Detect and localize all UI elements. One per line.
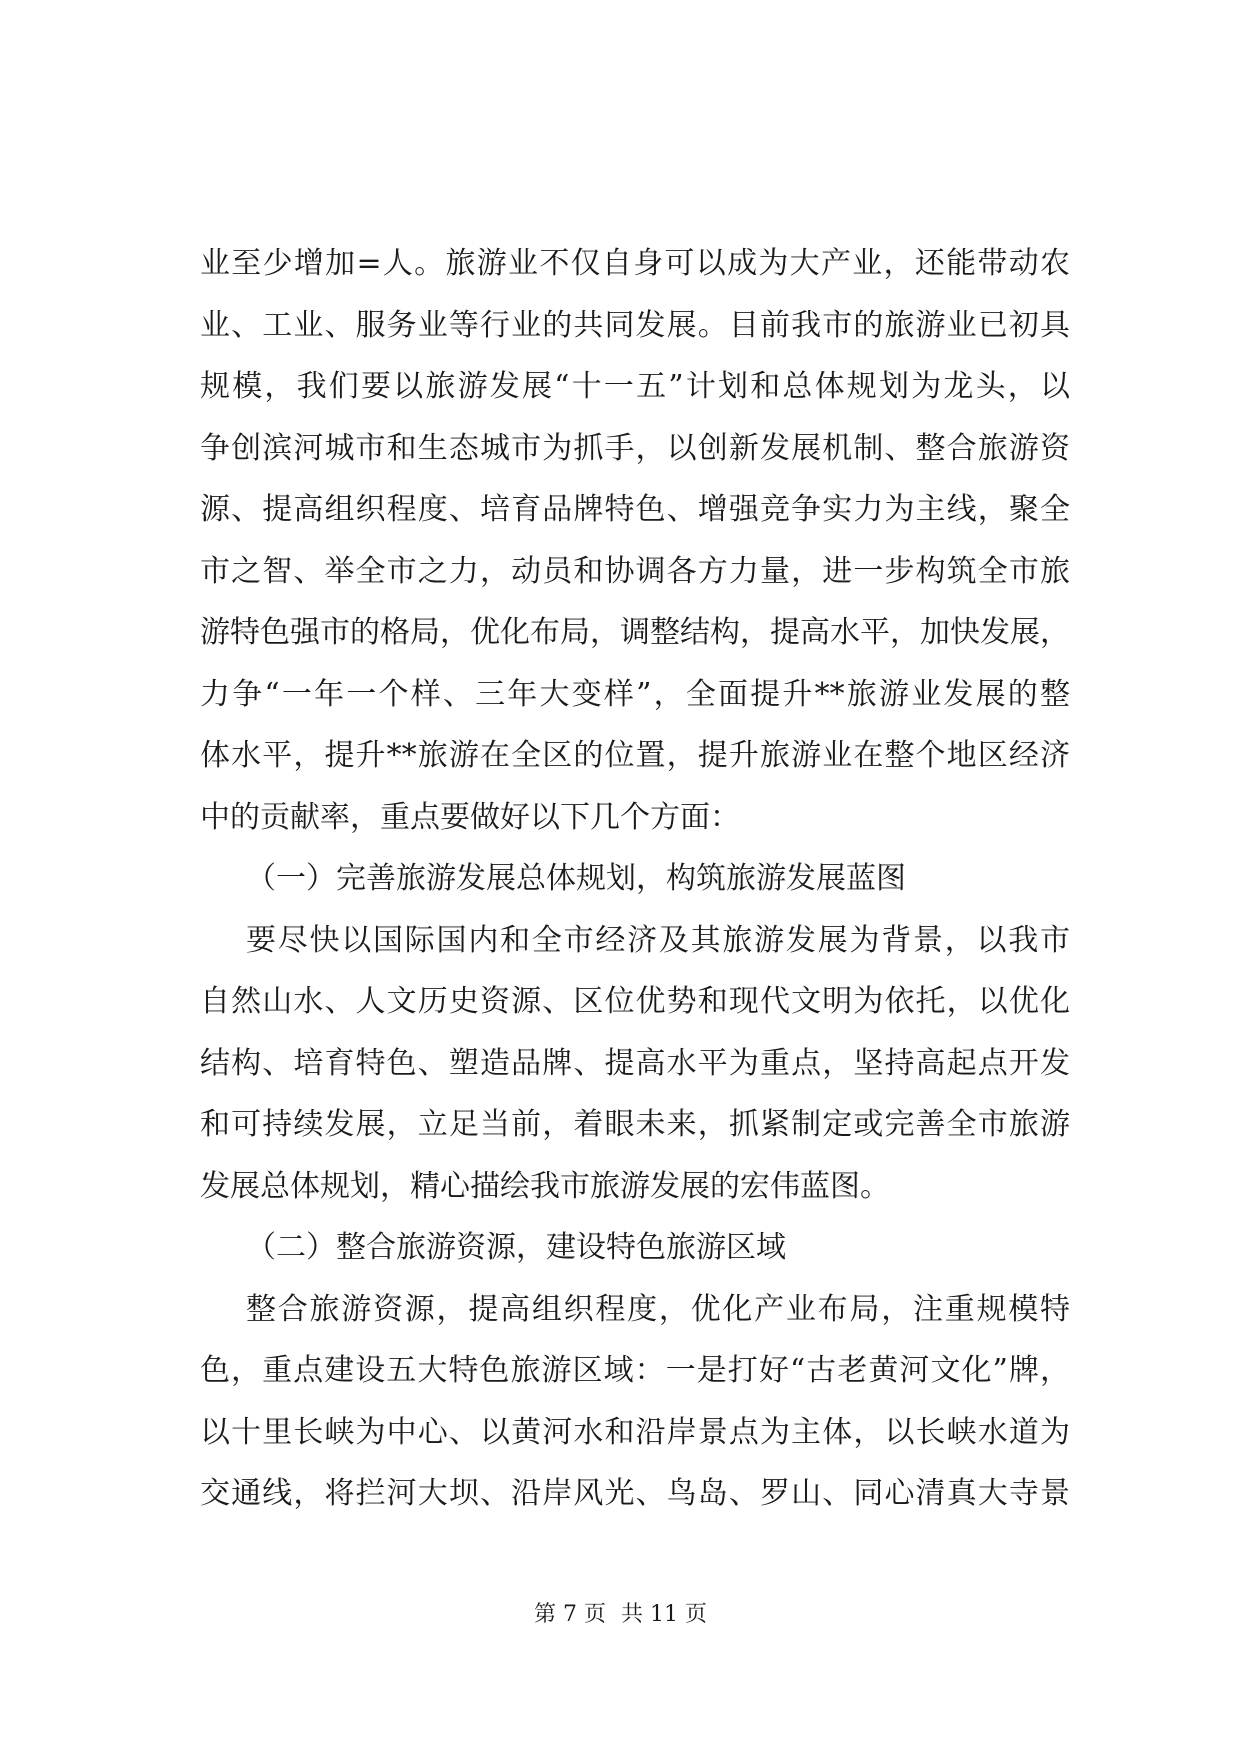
page-footer <box>0 1600 1241 1630</box>
text-line: 中的贡献率，重点要做好以下几个方面： <box>200 799 740 835</box>
text-line: 规模，我们要以旅游发展“十一五”计划和总体规划为龙头，以 <box>200 369 1070 404</box>
text-line: 游特色强市的格局，优化布局，调整结构，提高水平，加快发展， <box>200 615 1070 650</box>
text-line: 以十里长峡为中心、以黄河水和沿岸景点为主体，以长峡水道为 <box>200 1414 1070 1450</box>
text-line: 力争“一年一个样、三年大变样”，全面提升**旅游业发展的整 <box>200 676 1070 712</box>
text-line: 业至少增加=人。旅游业不仅自身可以成为大产业，还能带动农 <box>200 246 1070 281</box>
text-line: 要尽快以国际国内和全市经济及其旅游发展为背景，以我市 <box>246 922 1070 958</box>
page-total: 共 11 页 <box>621 1602 707 1627</box>
text-line: 交通线，将拦河大坝、沿岸风光、鸟岛、罗山、同心清真大寺景 <box>200 1476 1070 1511</box>
text-line: 争创滨河城市和生态城市为抓手，以创新发展机制、整合旅游资 <box>200 430 1070 466</box>
text-line: 体水平，提升**旅游在全区的位置，提升旅游业在整个地区经济 <box>200 738 1070 773</box>
text-line: 市之智、举全市之力，动员和协调各方力量，进一步构筑全市旅 <box>200 553 1070 589</box>
page-number: 第 7 页 <box>534 1602 606 1627</box>
text-line: 和可持续发展，立足当前，着眼未来，抓紧制定或完善全市旅游 <box>200 1107 1070 1142</box>
text-line: 源、提高组织程度、培育品牌特色、增强竞争实力为主线，聚全 <box>200 492 1070 527</box>
text-line: 发展总体规划，精心描绘我市旅游发展的宏伟蓝图。 <box>200 1168 890 1204</box>
section-heading: （一）完善旅游发展总体规划，构筑旅游发展蓝图 <box>246 861 906 896</box>
text-line: 结构、培育特色、塑造品牌、提高水平为重点，坚持高起点开发 <box>200 1045 1070 1081</box>
body-text <box>200 233 1070 1525</box>
text-line: 色，重点建设五大特色旅游区域：一是打好“古老黄河文化”牌， <box>200 1353 1070 1388</box>
text-line: 业、工业、服务业等行业的共同发展。目前我市的旅游业已初具 <box>200 307 1070 343</box>
section-heading: （二）整合旅游资源，建设特色旅游区域 <box>246 1230 786 1265</box>
text-line: 自然山水、人文历史资源、区位优势和现代文明为依托，以优化 <box>200 984 1070 1019</box>
text-line: 整合旅游资源，提高组织程度，优化产业布局，注重规模特 <box>246 1291 1070 1327</box>
